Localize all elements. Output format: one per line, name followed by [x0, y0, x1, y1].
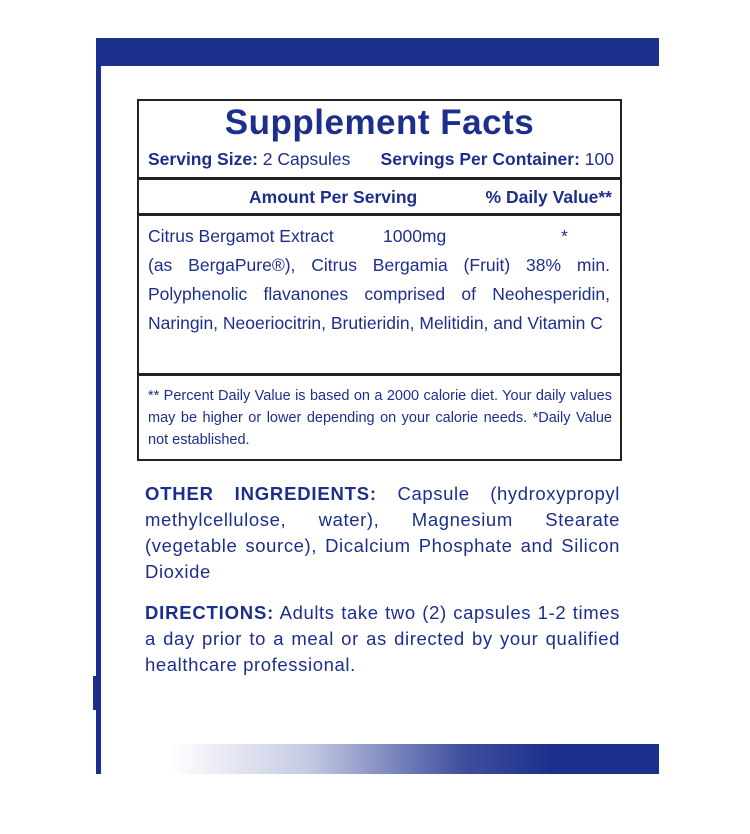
other-ingredients-text: Capsule (hydroxypropyl methylcellulose, water), Magnesium Stearate (vegetable source), Dicalcium Phosphate and Silicon Dioxide	[145, 483, 620, 582]
bottom-decor-band	[170, 744, 659, 774]
amount-per-serving-header: Amount Per Serving	[249, 187, 418, 207]
directions-section	[145, 600, 620, 678]
ingredient-name: Citrus Bergamot Extract	[148, 226, 334, 246]
supplement-facts-panel	[137, 99, 622, 461]
servings-value: 100	[584, 149, 614, 169]
serving-size	[148, 149, 350, 170]
serving-info-row	[148, 149, 614, 170]
ingredient-daily-value: *	[561, 226, 568, 246]
servings-label: Servings Per Container:	[380, 149, 580, 169]
ingredient-entry	[148, 222, 610, 338]
left-decor-bar	[96, 38, 101, 774]
serving-size-value: 2 Capsules	[262, 149, 351, 169]
directions-label: DIRECTIONS:	[145, 602, 275, 623]
amount-header-row	[249, 187, 612, 208]
other-ingredients-label: OTHER INGREDIENTS:	[145, 483, 377, 504]
directions-text: Adults take two (2) capsules 1-2 times a day prior to a meal or as directed by your qualified healthcare professional.	[145, 602, 620, 675]
divider-thick	[139, 213, 620, 216]
left-decor-notch	[93, 676, 98, 710]
servings-per-container	[381, 149, 614, 170]
top-decor-band	[96, 38, 659, 66]
other-ingredients-section	[145, 481, 620, 585]
daily-value-footnote: ** Percent Daily Value is based on a 2000 calorie diet. Your daily values may be higher or lower depending on your calorie needs. *Daily Value not established.	[148, 388, 612, 448]
divider-thick	[139, 373, 620, 376]
serving-size-label: Serving Size:	[148, 149, 258, 169]
ingredient-head	[148, 222, 610, 251]
daily-value-header: % Daily Value**	[485, 187, 612, 207]
ingredient-description: (as BergaPure®), Citrus Bergamia (Fruit) 38% min. Polyphenolic flavanones comprised of Neohesperidin, Naringin, Neoeriocitrin, Brutieridin, Melitidin, and Vitamin C	[148, 255, 610, 333]
ingredient-amount: 1000mg	[383, 226, 447, 246]
divider-thick	[139, 177, 620, 180]
panel-title: Supplement Facts	[224, 103, 535, 142]
